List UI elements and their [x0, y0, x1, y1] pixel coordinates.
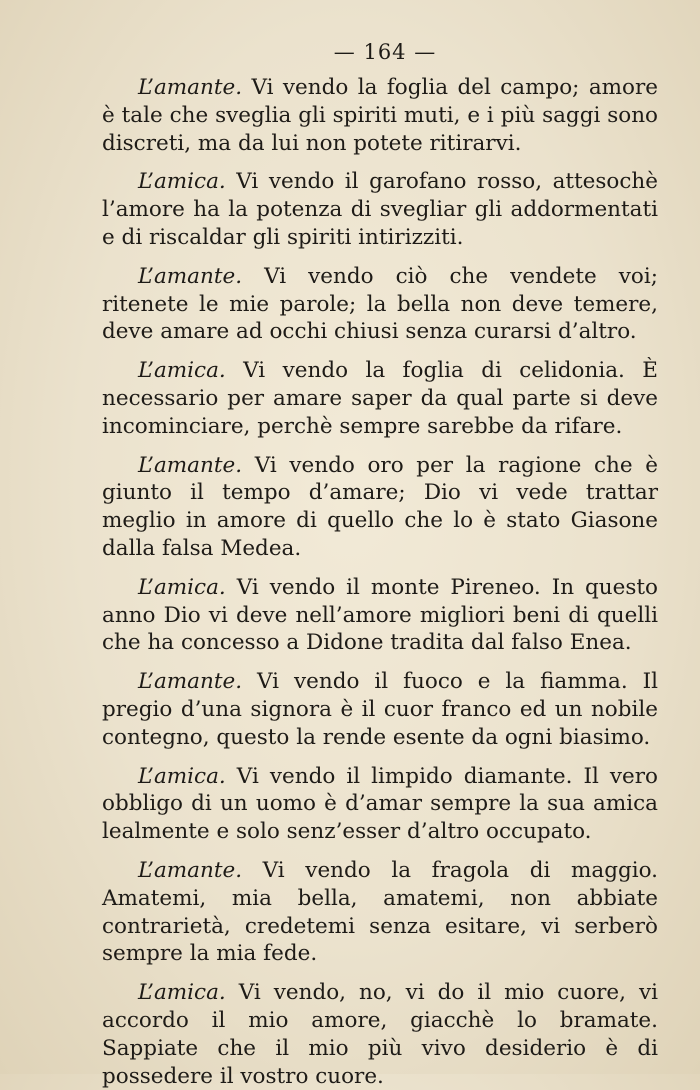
speaker-label: L’amica.: [138, 169, 226, 195]
dialogue-paragraph: [102, 979, 658, 1090]
dialogue-paragraph: [102, 763, 658, 846]
dialogue-text: Vi vendo la foglia di celidonia. È necessario per amare saper da qual parte si deve incominciare, perchè sempre sarebbe da rifare.: [102, 358, 658, 439]
dialogue-text: Vi vendo la fragola di maggio. Amatemi, mia bella, amatemi, non abbiate contrarietà, credetemi senza esitare, vi serberò sempre la mia fede.: [102, 857, 658, 967]
speaker-label: L’amante.: [138, 669, 243, 695]
dialogue-paragraph: [102, 263, 658, 346]
dialogue-text: Vi vendo ciò che vendete voi; ritenete le mie parole; la bella non deve temere, deve amare ad occhi chiusi senza curarsi d’altro.: [102, 263, 658, 345]
dialogue-paragraph: [102, 168, 658, 251]
dialogue-paragraph: [102, 452, 658, 563]
dialogue-text: Vi vendo il monte Pireneo. In questo anno Dio vi deve nell’amore migliori beni di quelli che ha concesso a Didone tradita dal falso Enea.: [102, 574, 658, 656]
dialogue-text: Vi vendo il fuoco e la fiamma. Il pregio d’una signora è il cuor franco ed un nobile contegno, questo la rende esente da ogni biasimo.: [102, 669, 658, 750]
dialogue-text: Vi vendo oro per la ragione che è giunto il tempo d’amare; Dio vi vede trattar meglio in amore di quello che lo è stato Giasone dalla falsa Medea.: [102, 452, 658, 561]
speaker-label: L’amica.: [138, 358, 226, 384]
speaker-label: L’amica.: [138, 980, 226, 1006]
speaker-label: L’amica.: [138, 574, 226, 600]
dialogue-paragraph: [102, 668, 658, 751]
dialogue-paragraph: [102, 857, 658, 968]
dialogue-paragraph: [102, 574, 658, 657]
page-number: — 164 —: [333, 40, 437, 64]
dialogue-text: Vi vendo il limpido diamante. Il vero obbligo di un uomo è d’amar sempre la sua amica lealmente e solo senz’esser d’altro occupato.: [102, 763, 658, 845]
speaker-label: L’amante.: [138, 452, 243, 478]
dialogue-paragraph: [102, 74, 658, 157]
dialogue-text: Vi vendo la foglia del campo; amore è tale che sveglia gli spiriti muti, e i più saggi sono discreti, ma da lui non potete ritirarvi.: [102, 75, 658, 156]
dialogue-text: Vi vendo, no, vi do il mio cuore, vi accordo il mio amore, giacchè lo bramate. Sappiate che il mio più vivo desiderio è di possedere il vostro cuore.: [102, 980, 658, 1089]
dialogue-text: Vi vendo il garofano rosso, attesochè l’amore ha la potenza di svegliar gli addormentati e di riscaldar gli spiriti intirizziti.: [102, 169, 658, 250]
speaker-label: L’amante.: [138, 75, 243, 100]
dialogue-paragraph: [102, 357, 658, 440]
speaker-label: L’amante.: [138, 263, 243, 289]
speaker-label: L’amante.: [138, 857, 243, 883]
speaker-label: L’amica.: [138, 763, 226, 789]
